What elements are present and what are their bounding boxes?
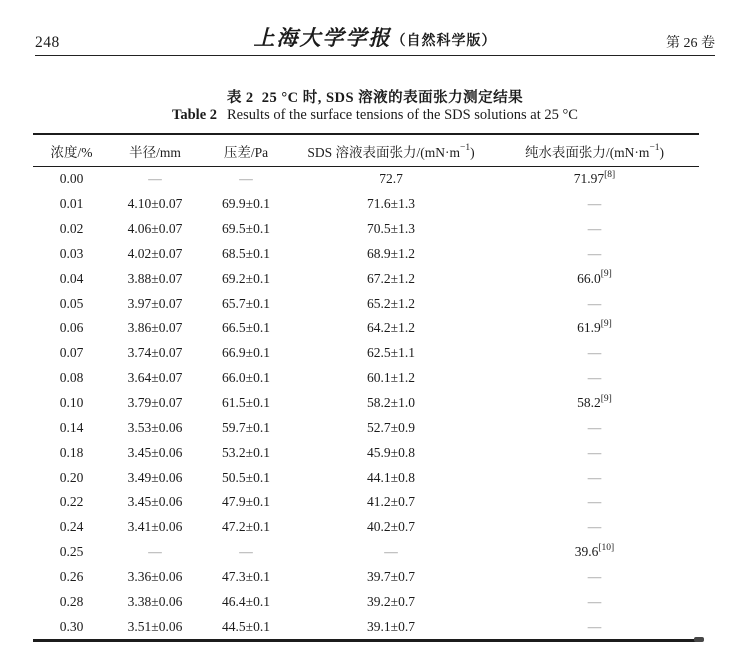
cell-concentration: 0.06 bbox=[59, 320, 84, 336]
cell-concentration: 0.22 bbox=[59, 494, 84, 510]
cell-pressure: 50.5±0.1 bbox=[222, 469, 270, 485]
table-row bbox=[33, 167, 699, 192]
cell-radius: 4.02±0.07 bbox=[127, 245, 183, 261]
cell-radius: 3.45±0.06 bbox=[127, 494, 183, 510]
cell-concentration: 0.04 bbox=[59, 270, 84, 286]
cell-pressure: 68.5±0.1 bbox=[222, 245, 270, 261]
cell-pressure: 66.9±0.1 bbox=[222, 345, 270, 361]
cell-water-tension: — bbox=[587, 568, 602, 584]
table-row bbox=[33, 515, 699, 540]
cell-water-tension: — bbox=[587, 469, 602, 485]
table-caption-zh-text: 25 °C 时, SDS 溶液的表面张力测定结果 bbox=[261, 90, 524, 106]
cell-concentration: 0.00 bbox=[59, 171, 84, 187]
cell-water-tension: — bbox=[587, 245, 602, 261]
cell-radius: 3.36±0.06 bbox=[127, 568, 183, 584]
cell-concentration: 0.03 bbox=[59, 245, 84, 261]
cell-water-tension: — bbox=[587, 345, 602, 361]
col-header-sds-tension: SDS 溶液表面张力$/(mN\cdot m^{-1})$ bbox=[292, 134, 490, 167]
table-row bbox=[33, 540, 699, 565]
cell-radius: 3.79±0.07 bbox=[127, 395, 183, 411]
cell-sds-tension: 67.2±1.2 bbox=[367, 270, 415, 286]
col-header-concentration: 浓度/% bbox=[33, 134, 110, 167]
cell-sds-tension: 40.2±0.7 bbox=[367, 519, 415, 535]
cell-sds-tension: 41.2±0.7 bbox=[367, 494, 415, 510]
cell-pressure: 66.0±0.1 bbox=[222, 370, 270, 386]
cell-concentration: 0.20 bbox=[59, 469, 84, 485]
cell-concentration: 0.02 bbox=[59, 221, 84, 237]
cell-concentration: 0.07 bbox=[59, 345, 84, 361]
table-row bbox=[33, 415, 699, 440]
cell-radius: 3.45±0.06 bbox=[127, 444, 183, 460]
cell-water-tension: — bbox=[587, 295, 602, 311]
cell-water-tension: — bbox=[587, 519, 602, 535]
cell-water-tension: 71.97[8] bbox=[573, 169, 616, 187]
print-artifact bbox=[694, 637, 704, 642]
table-row bbox=[33, 565, 699, 590]
cell-sds-tension: 65.2±1.2 bbox=[367, 295, 415, 311]
cell-pressure: 47.3±0.1 bbox=[222, 568, 270, 584]
cell-radius: 3.53±0.06 bbox=[127, 419, 183, 435]
cell-pressure: 69.2±0.1 bbox=[222, 270, 270, 286]
cell-water-tension: 39.6[10] bbox=[574, 542, 615, 560]
cell-radius: 3.74±0.07 bbox=[127, 345, 183, 361]
cell-sds-tension: 71.6±1.3 bbox=[367, 196, 415, 212]
table-caption-en bbox=[0, 107, 750, 124]
cell-sds-tension: 64.2±1.2 bbox=[367, 320, 415, 336]
cell-pressure: 66.5±0.1 bbox=[222, 320, 270, 336]
table-row bbox=[33, 465, 699, 490]
cell-sds-tension: 39.7±0.7 bbox=[367, 568, 415, 584]
col-header-water-tension: 纯水表面张力$/(mN\cdot m^{-1})$ bbox=[490, 134, 699, 167]
cell-radius: — bbox=[148, 544, 162, 560]
table-row bbox=[33, 217, 699, 242]
unit-superscript: −1 bbox=[649, 143, 660, 153]
page-number: 248 bbox=[35, 34, 60, 51]
unit-superscript: −1 bbox=[460, 143, 471, 153]
results-table bbox=[33, 133, 699, 642]
cell-pressure: 59.7±0.1 bbox=[222, 419, 270, 435]
reference-marker: [9] bbox=[600, 269, 612, 280]
journal-header bbox=[205, 22, 545, 52]
reference-marker: [9] bbox=[600, 318, 612, 329]
cell-water-tension: — bbox=[587, 593, 602, 609]
table-body bbox=[33, 167, 699, 641]
cell-concentration: 0.10 bbox=[59, 395, 84, 411]
table-row bbox=[33, 391, 699, 416]
cell-radius: 4.10±0.07 bbox=[127, 196, 183, 212]
running-head bbox=[35, 0, 715, 56]
cell-pressure: 61.5±0.1 bbox=[222, 395, 270, 411]
journal-edition: （自然科学版） bbox=[391, 34, 497, 49]
cell-water-tension: — bbox=[587, 494, 602, 510]
cell-water-tension: — bbox=[587, 196, 602, 212]
cell-sds-tension: 52.7±0.9 bbox=[367, 419, 415, 435]
cell-sds-tension: 60.1±1.2 bbox=[367, 370, 415, 386]
cell-concentration: 0.24 bbox=[59, 519, 84, 535]
table-row bbox=[33, 589, 699, 614]
cell-radius: 3.38±0.06 bbox=[127, 593, 183, 609]
cell-sds-tension: 39.1±0.7 bbox=[367, 618, 415, 634]
table-row bbox=[33, 316, 699, 341]
cell-concentration: 0.28 bbox=[59, 593, 84, 609]
cell-concentration: 0.05 bbox=[59, 295, 84, 311]
cell-radius: 3.49±0.06 bbox=[127, 469, 183, 485]
cell-water-tension: 61.9[9] bbox=[577, 318, 612, 336]
cell-radius: 3.88±0.07 bbox=[127, 270, 183, 286]
table-row bbox=[33, 341, 699, 366]
cell-water-tension: — bbox=[587, 221, 602, 237]
volume-label: 第 26 卷 bbox=[666, 36, 715, 51]
table-row bbox=[33, 291, 699, 316]
cell-water-tension: — bbox=[587, 419, 602, 435]
journal-title: 上海大学学报 bbox=[253, 26, 392, 50]
table-header bbox=[33, 134, 699, 167]
cell-pressure: 47.9±0.1 bbox=[222, 494, 270, 510]
cell-water-tension: — bbox=[587, 618, 602, 634]
cell-pressure: 44.5±0.1 bbox=[222, 618, 270, 634]
cell-pressure: 69.5±0.1 bbox=[222, 221, 270, 237]
table-header-row bbox=[33, 134, 699, 167]
cell-concentration: 0.18 bbox=[59, 444, 84, 460]
col-header-radius: 半径/mm bbox=[110, 134, 200, 167]
table-row bbox=[33, 266, 699, 291]
cell-sds-tension: 44.1±0.8 bbox=[367, 469, 415, 485]
cell-sds-tension: — bbox=[384, 544, 398, 560]
table-row bbox=[33, 614, 699, 640]
cell-radius: 3.86±0.07 bbox=[127, 320, 183, 336]
cell-pressure: — bbox=[239, 544, 253, 560]
table-caption-zh-prefix: 表 2 bbox=[226, 90, 254, 106]
cell-radius: 3.41±0.06 bbox=[127, 519, 183, 535]
reference-marker: [8] bbox=[604, 169, 616, 180]
cell-water-tension: 66.0[9] bbox=[577, 269, 612, 286]
reference-marker: [10] bbox=[598, 542, 615, 553]
cell-pressure: 53.2±0.1 bbox=[222, 444, 270, 460]
cell-concentration: 0.14 bbox=[59, 419, 84, 435]
cell-concentration: 0.26 bbox=[59, 568, 84, 584]
table-row bbox=[33, 366, 699, 391]
cell-radius: 3.51±0.06 bbox=[127, 618, 183, 634]
cell-sds-tension: 39.2±0.7 bbox=[367, 593, 415, 609]
cell-sds-tension: 58.2±1.0 bbox=[367, 395, 415, 411]
cell-sds-tension: 70.5±1.3 bbox=[367, 221, 415, 237]
cell-concentration: 0.08 bbox=[59, 370, 84, 386]
table-row bbox=[33, 440, 699, 465]
cell-sds-tension: 68.9±1.2 bbox=[367, 245, 415, 261]
table-row bbox=[33, 242, 699, 267]
cell-radius: — bbox=[148, 171, 162, 187]
cell-radius: 3.97±0.07 bbox=[127, 295, 183, 311]
table-row bbox=[33, 192, 699, 217]
cell-concentration: 0.25 bbox=[59, 544, 84, 560]
cell-pressure: 65.7±0.1 bbox=[222, 295, 270, 311]
table-caption-en-text: Results of the surface tensions of the SDS solutions at 25 °C bbox=[227, 107, 578, 123]
cell-concentration: 0.01 bbox=[59, 196, 84, 212]
cell-pressure: — bbox=[239, 171, 253, 187]
col-header-pressure: 压差/Pa bbox=[200, 134, 292, 167]
table-row bbox=[33, 490, 699, 515]
cell-water-tension: — bbox=[587, 370, 602, 386]
cell-sds-tension: 72.7 bbox=[379, 171, 403, 187]
cell-concentration: 0.30 bbox=[59, 618, 84, 634]
cell-sds-tension: 45.9±0.8 bbox=[367, 444, 415, 460]
table-caption-zh bbox=[0, 86, 750, 107]
table-caption-en-prefix: Table 2 bbox=[172, 107, 218, 123]
cell-sds-tension: 62.5±1.1 bbox=[367, 345, 415, 361]
cell-pressure: 46.4±0.1 bbox=[222, 593, 270, 609]
cell-radius: 4.06±0.07 bbox=[127, 221, 183, 237]
cell-pressure: 47.2±0.1 bbox=[222, 519, 270, 535]
cell-radius: 3.64±0.07 bbox=[127, 370, 183, 386]
cell-water-tension: 58.2[9] bbox=[577, 393, 612, 411]
cell-pressure: 69.9±0.1 bbox=[222, 196, 270, 212]
cell-water-tension: — bbox=[587, 444, 602, 460]
reference-marker: [9] bbox=[600, 393, 612, 404]
